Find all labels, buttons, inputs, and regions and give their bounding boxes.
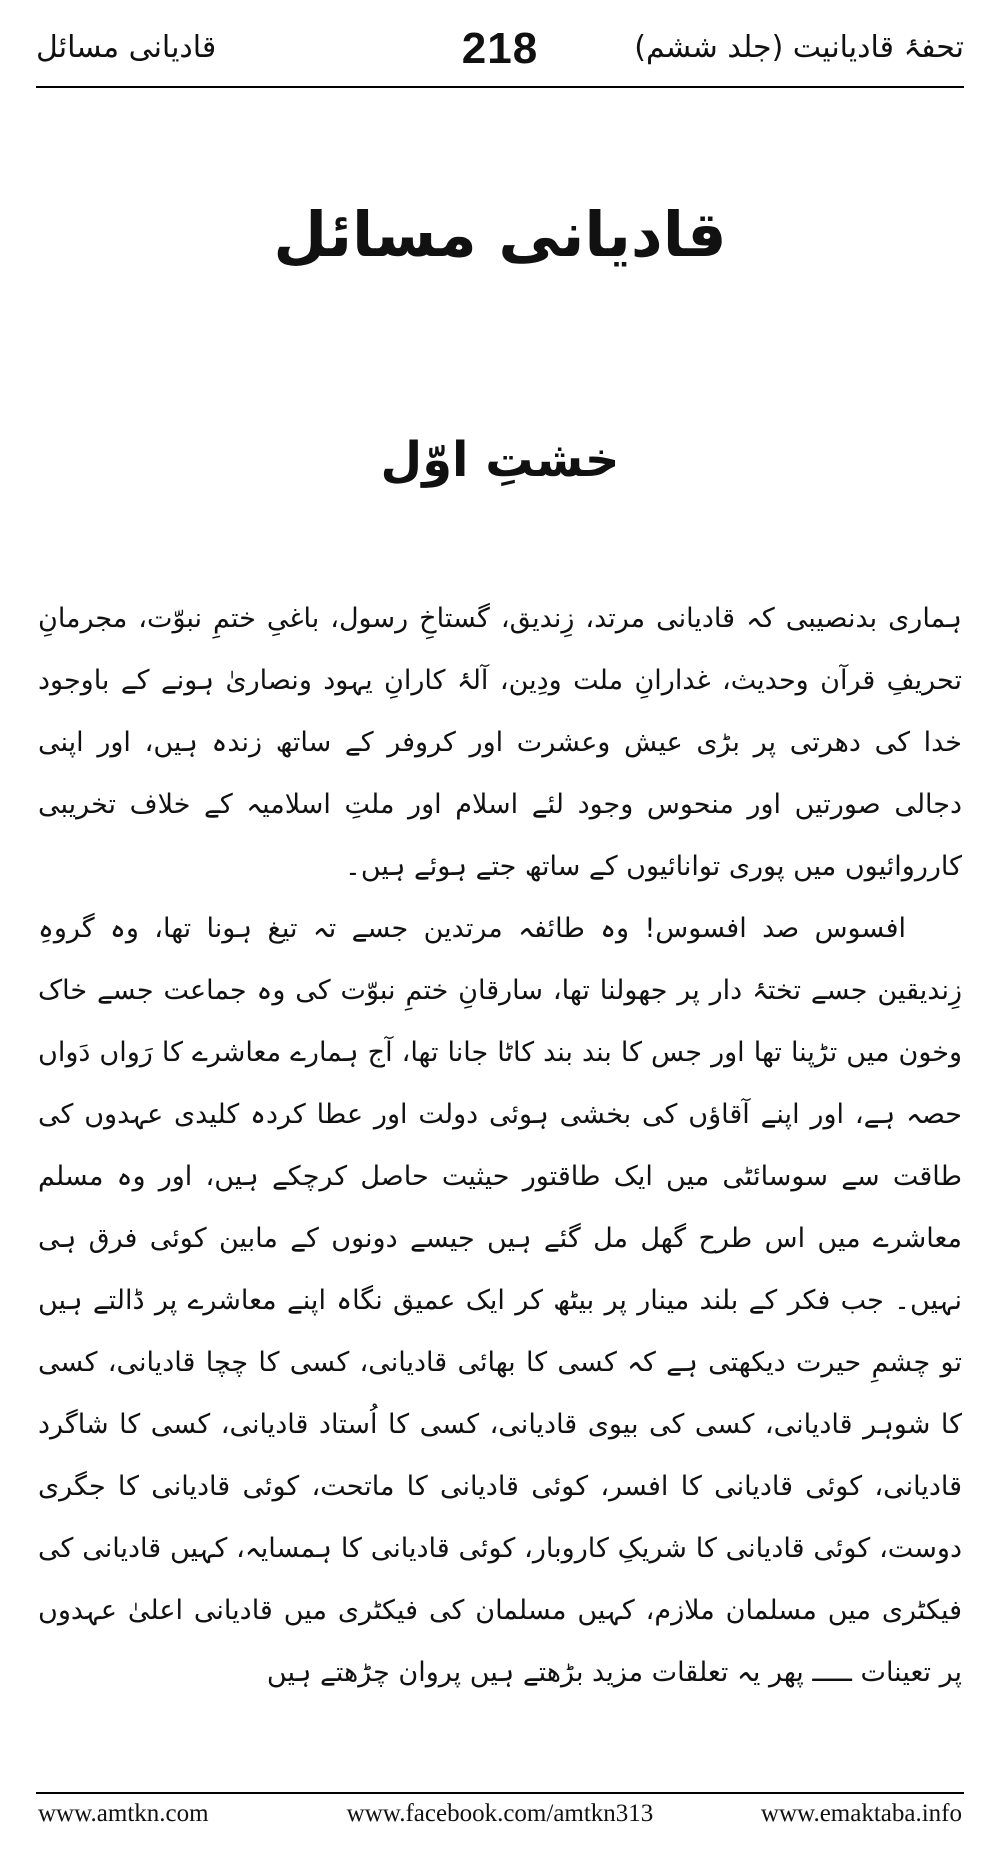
footer-divider: [36, 1792, 964, 1794]
body-text: [38, 588, 962, 1704]
paragraph: ہماری بدنصیبی کہ قادیانی مرتد، زِندیق، گستاخِ رسول، باغیِ ختمِ نبوّت، مجرمانِ تحریفِ قرآن وحدیث، غدارانِ ملت ودِین، آلۂ کارانِ یہود ونصاریٰ ہونے کے باوجود خدا کی دھرتی پر بڑی عیش وعشرت اور کروفر کے ساتھ زندہ ہیں، اور اپنی دجالی صورتیں اور منحوس وجود لئے اسلام اور ملتِ اسلامیہ کے خلاف تخریبی کارروائیوں میں پوری توانائیوں کے ساتھ جتے ہوئے ہیں۔: [38, 603, 962, 882]
chapter-title: قادیانی مسائل: [36, 30, 217, 65]
footer-link-facebook[interactable]: www.facebook.com/amtkn313: [346, 1800, 654, 1827]
paragraph: افسوس صد افسوس! وہ طائفہ مرتدین جسے تہ تیغ ہونا تھا، وہ گروہِ زِندیقین جسے تختۂ دار پر جھولنا تھا، سارقانِ ختمِ نبوّت کی وہ جماعت جسے خاک وخون میں تڑپنا تھا اور جس کا بند بند کاٹا جانا تھا، آج ہمارے معاشرے کا رَواں دَواں حصہ ہے، اور اپنے آقاؤں کی بخشی ہوئی دولت اور عطا کردہ کلیدی عہدوں کی طاقت سے سوسائٹی میں ایک طاقتور حیثیت حاصل کرچکے ہیں، اور وہ مسلم معاشرے میں اس طرح گھل مل گئے ہیں جیسے دونوں کے مابین کوئی فرق ہی نہیں۔ جب فکر کے بلند مینار پر بیٹھ کر ایک عمیق نگاہ اپنے معاشرے پر ڈالتے ہیں تو چشمِ حیرت دیکھتی ہے کہ کسی کا بھائی قادیانی، کسی کا چچا قادیانی، کسی کا شوہر قادیانی، کسی کی بیوی قادیانی، کسی کا اُستاد قادیانی، کسی کا شاگرد قادیانی، کوئی قادیانی کا افسر، کوئی قادیانی کا ماتحت، کوئی قادیانی کا جگری دوست، کوئی قادیانی کا شریکِ کاروبار، کوئی قادیانی کا ہمسایہ، کہیں قادیانی کی فیکٹری میں مسلمان ملازم، کہیں مسلمان کی فیکٹری میں قادیانی اعلیٰ عہدوں پر تعینات ـــــ پھر یہ تعلقات مزید بڑھتے ہیں پروان چڑھتے ہیں: [38, 913, 962, 1688]
footer-link-emaktaba[interactable]: www.emaktaba.info: [760, 1800, 962, 1827]
page-footer: [38, 1800, 962, 1836]
book-title: تحفۂ قادیانیت (جلد ششم): [634, 30, 964, 65]
page-number: 218: [461, 24, 539, 73]
header-divider: [36, 86, 964, 88]
main-title: قادیانی مسائل: [273, 198, 727, 271]
footer-link-amtkn[interactable]: www.amtkn.com: [38, 1800, 209, 1827]
page-header: [36, 24, 964, 86]
section-title: خشتِ اوّل: [380, 432, 620, 488]
